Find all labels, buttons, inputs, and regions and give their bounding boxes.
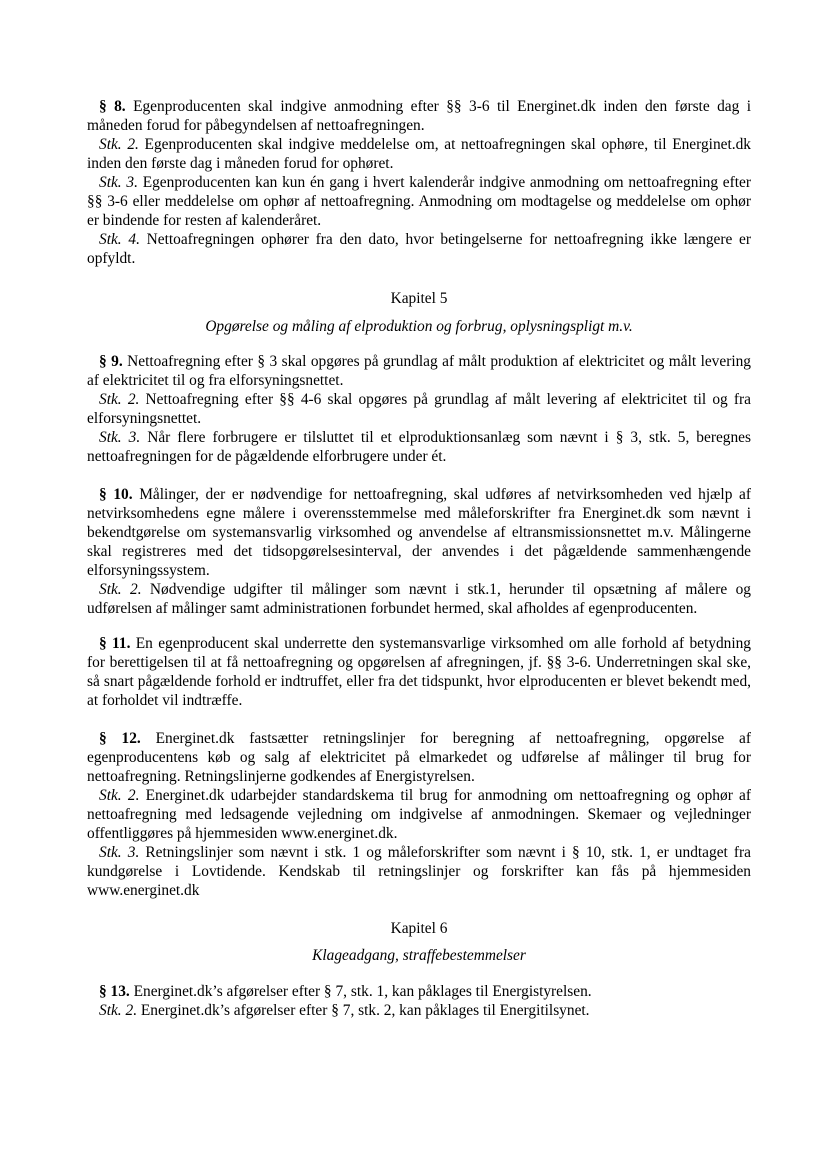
stk-text: Nettoafregning efter §§ 4-6 skal opgøres på grundlag af målt levering af elektricitet til og fra elforsyningsnettet. <box>87 391 751 427</box>
paragraph-text: Nettoafregning efter § 3 skal opgøres på grundlag af målt produktion af elektricitet og målt levering af elektricitet til og fra elforsyningsnettet. <box>87 353 751 389</box>
paragraph-label: § 13. <box>99 983 130 1000</box>
stk-2 <box>87 390 751 428</box>
stk-label: Stk. 3. <box>99 429 141 446</box>
stk-text: Egenproducenten skal indgive meddelelse om, at nettoafregningen skal ophøre, til Energinet.dk inden den første dag i måneden forud for ophøret. <box>87 136 751 172</box>
paragraph-8 <box>87 97 751 268</box>
paragraph-10-main <box>87 485 751 580</box>
stk-2 <box>87 786 751 843</box>
stk-label: Stk. 2. <box>99 787 140 804</box>
paragraph-12-main <box>87 729 751 786</box>
stk-label: Stk. 3. <box>99 174 138 191</box>
paragraph-13 <box>87 982 751 1020</box>
stk-text: Retningslinjer som nævnt i stk. 1 og måleforskrifter som nævnt i § 10, stk. 1, er undtaget fra kundgørelse i Lovtidende. Kendskab til retningslinjer og forskrifter kan fås på hjemmesiden www.energinet.dk <box>87 844 751 899</box>
paragraph-text: Egenproducenten skal indgive anmodning efter §§ 3-6 til Energinet.dk inden den første dag i måneden forud for påbegyndelsen af nettoafregningen. <box>87 98 751 134</box>
paragraph-12 <box>87 729 751 900</box>
stk-text: Når flere forbrugere er tilsluttet til et elproduktionsanlæg som nævnt i § 3, stk. 5, beregnes nettoafregningen for de pågældende elforbrugere under ét. <box>87 429 751 465</box>
paragraph-11 <box>87 634 751 710</box>
stk-4 <box>87 230 751 268</box>
paragraph-text: Energinet.dk fastsætter retningslinjer for beregning af nettoafregning, opgørelse af egenproducentens køb og salg af elektricitet på elmarkedet og udførelse af målinger til brug for nettoafregning. Retningslinjerne godkendes af Energistyrelsen. <box>87 730 751 785</box>
paragraph-label: § 12. <box>99 730 141 747</box>
stk-label: Stk. 2. <box>99 581 142 598</box>
stk-text: Energinet.dk’s afgørelser efter § 7, stk. 2, kan påklages til Energitilsynet. <box>137 1002 590 1019</box>
paragraph-10 <box>87 485 751 618</box>
paragraph-label: § 10. <box>99 486 133 503</box>
stk-text: Egenproducenten kan kun én gang i hvert kalenderår indgive anmodning om nettoafregning efter §§ 3-6 eller meddelelse om ophør af nettoafregning. Anmodning om modtagelse og meddelelse om ophør er bindende for resten af kalenderåret. <box>87 174 752 229</box>
chapter-5-subtitle: Opgørelse og måling af elproduktion og forbrug, oplysningspligt m.v. <box>205 318 633 335</box>
paragraph-text: En egenproducent skal underrette den systemansvarlige virksomhed om alle forhold af betydning for berettigelsen til at få nettoafregning og opgørelsen af afregningen, jf. §§ 3-6. Underretningen skal ske, så snart pågældende forhold er indtruffet, eller fra det tidspunkt, hvor elproducenten er blevet bekendt med, at forholdet vil indtræffe. <box>87 635 752 709</box>
stk-2 <box>87 580 751 618</box>
stk-3 <box>87 428 751 466</box>
stk-label: Stk. 3. <box>99 844 140 861</box>
stk-label: Stk. 2. <box>99 391 140 408</box>
paragraph-label: § 8. <box>99 98 126 115</box>
chapter-5-title: Kapitel 5 <box>390 290 448 307</box>
paragraph-text: Målinger, der er nødvendige for nettoafregning, skal udføres af netvirksomheden ved hjælp af netvirksomhedens egne målere i overensstemmelse med måleforskrifter fra Energinet.dk som nævnt i bekendtgørelse om systemansvarlig virksomhed og anvendelse af eltransmissionsnettet m.v. Målingerne skal registreres med det tidsopgørelsesinterval, der anvendes i det pågældende sammenhængende elforsyningssystem. <box>87 486 752 579</box>
stk-3 <box>87 843 751 900</box>
stk-text: Energinet.dk udarbejder standardskema til brug for anmodning om nettoafregning og ophør af nettoafregning med ledsagende vejledning om indgivelse af anmodningen. Skemaer og vejledninger offentliggøres på hjemmesiden www.energinet.dk. <box>87 787 751 842</box>
paragraph-11-main <box>87 634 751 710</box>
paragraph-8-main <box>87 97 751 135</box>
paragraph-9-main <box>87 352 751 390</box>
stk-2 <box>87 135 751 173</box>
paragraph-label: § 11. <box>99 635 131 652</box>
paragraph-text: Energinet.dk’s afgørelser efter § 7, stk. 1, kan påklages til Energistyrelsen. <box>129 983 592 1000</box>
stk-text: Nødvendige udgifter til målinger som nævnt i stk.1, herunder til opsætning af målere og udførelsen af målinger samt administrationen forbundet hermed, skal afholdes af egenproducenten. <box>87 581 751 617</box>
stk-2 <box>87 1001 751 1020</box>
stk-label: Stk. 2. <box>99 1002 138 1019</box>
stk-3 <box>87 173 751 230</box>
chapter-6-title: Kapitel 6 <box>390 920 448 937</box>
stk-label: Stk. 4. <box>99 231 140 248</box>
paragraph-13-main <box>87 982 751 1001</box>
stk-text: Nettoafregningen ophører fra den dato, hvor betingelserne for nettoafregning ikke længere er opfyldt. <box>87 231 751 267</box>
paragraph-9 <box>87 352 751 466</box>
stk-label: Stk. 2. <box>99 136 139 153</box>
paragraph-label: § 9. <box>99 353 123 370</box>
chapter-6-subtitle: Klageadgang, straffebestemmelser <box>312 947 526 964</box>
